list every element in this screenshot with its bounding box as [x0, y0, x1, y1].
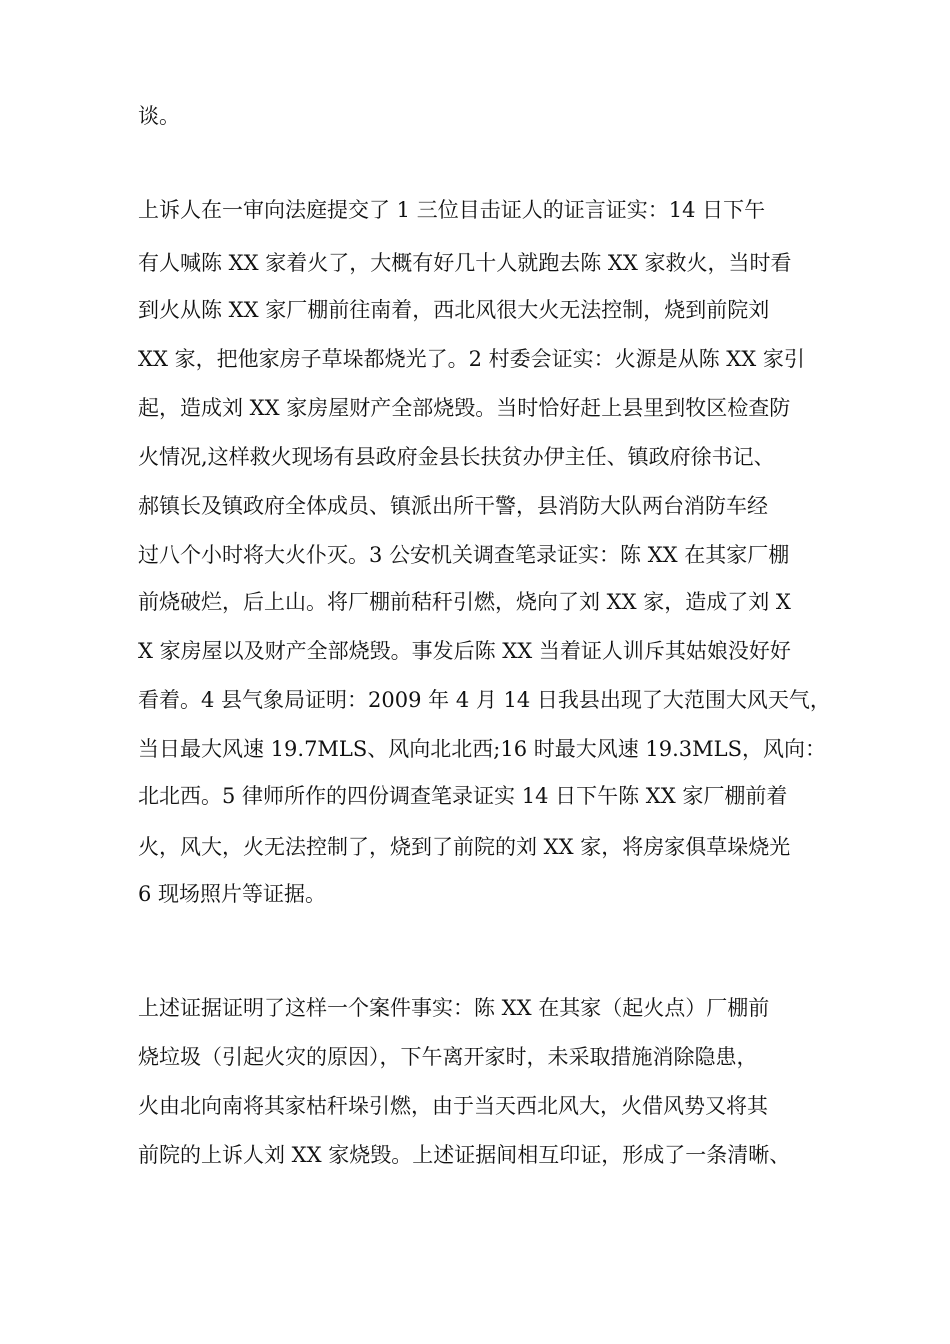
text-line: 北北西。5 律师所作的四份调查笔录证实 14 日下午陈 XX 家厂棚前着: [138, 784, 788, 808]
text-line: 烧垃圾（引起火灾的原因），下午离开家时，未采取措施消除隐患，: [138, 1045, 758, 1069]
text-line: 上述证据证明了这样一个案件事实：陈 XX 在其家（起火点）厂棚前: [138, 996, 770, 1020]
text-line: 上诉人在一审向法庭提交了 1 三位目击证人的证言证实：14 日下午: [138, 198, 766, 222]
text-line: 6 现场照片等证据。: [138, 882, 327, 906]
text-line: 谈。: [138, 104, 180, 128]
text-line: 看着。4 县气象局证明：2009 年 4 月 14 日我县出现了大范围大风天气，: [138, 688, 831, 712]
text-line: 到火从陈 XX 家厂棚前往南着，西北风很大火无法控制，烧到前院刘: [138, 298, 770, 322]
text-line: 有人喊陈 XX 家着火了，大概有好几十人就跑去陈 XX 家救火，当时看: [138, 251, 792, 275]
text-line: 当日最大风速 19.7MLS、风向北北西;16 时最大风速 19.3MLS，风向：: [138, 737, 827, 761]
text-line: 前院的上诉人刘 XX 家烧毁。上述证据间相互印证，形成了一条清晰、: [138, 1143, 791, 1167]
text-line: 起，造成刘 XX 家房屋财产全部烧毁。当时恰好赶上县里到牧区检查防: [138, 396, 791, 420]
text-line: 火由北向南将其家枯秆垛引燃，由于当天西北风大，火借风势又将其: [138, 1094, 768, 1118]
text-line: 郝镇长及镇政府全体成员、镇派出所干警，县消防大队两台消防车经: [138, 494, 768, 518]
text-line: 火情况,这样救火现场有县政府金县长扶贫办伊主任、镇政府徐书记、: [138, 445, 775, 469]
text-line: X 家房屋以及财产全部烧毁。事发后陈 XX 当着证人训斥其姑娘没好好: [138, 639, 791, 663]
text-line: XX 家，把他家房子草垛都烧光了。2 村委会证实：火源是从陈 XX 家引: [138, 347, 805, 371]
text-line: 火，风大，火无法控制了，烧到了前院的刘 XX 家，将房家俱草垛烧光: [138, 835, 791, 859]
text-line: 前烧破烂，后上山。将厂棚前秸秆引燃，烧向了刘 XX 家，造成了刘 X: [138, 590, 791, 614]
text-line: 过八个小时将大火仆灭。3 公安机关调查笔录证实：陈 XX 在其家厂棚: [138, 543, 790, 567]
